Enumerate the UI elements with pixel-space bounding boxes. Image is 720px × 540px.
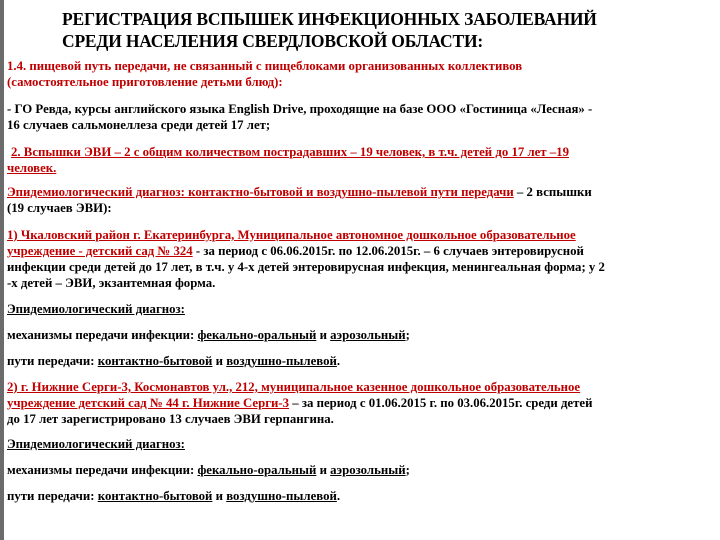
diag-2-mechanisms: механизмы передачи инфекции: фекально-оральный и аэрозольный;: [7, 463, 410, 477]
evi-paragraph: [7, 144, 715, 176]
case-1-line-2-red: учреждение - детский сад № 324: [7, 244, 193, 258]
diag-1-path-a: контактно-бытовой: [97, 354, 213, 368]
title-line-1: РЕГИСТРАЦИЯ ВСПЫШЕК ИНФЕКЦИОННЫХ ЗАБОЛЕВАНИЙ: [62, 9, 597, 29]
section-1-4-line-2: (самостоятельное приготовление детьми блюд):: [7, 75, 283, 89]
section-1-4-line-1: 1.4. пищевой путь передачи, не связанный с пищеблоками организованных коллективов: [7, 59, 523, 73]
epi-main-red: Эпидемиологический диагноз: контактно-бытовой и воздушно-пылевой пути передачи: [7, 185, 514, 199]
case-2-line-3: до 17 лет зарегистрировано 13 случаев ЭВИ герпангина.: [7, 412, 334, 426]
case-2-line-1: 2) г. Нижние Серги-3, Космонавтов ул., 212, муниципальное казенное дошкольное образовательное: [7, 380, 581, 394]
diag-2-mech-a: фекально-оральный: [197, 463, 317, 477]
case-1-line-4: -х детей – ЭВИ, экзантемная форма.: [7, 276, 216, 290]
epi-diagnosis-main: [7, 184, 715, 216]
epi-main-line-2: (19 случаев ЭВИ):: [7, 201, 112, 215]
diag-1-mech-a: фекально-оральный: [197, 328, 317, 342]
case-2-line-2-red: учреждение детский сад № 44 г. Нижние Серги-3: [7, 396, 290, 410]
case-1-paragraph: [7, 227, 715, 291]
diag-2-path-a: контактно-бытовой: [97, 489, 213, 503]
epi-main-tail: – 2 вспышки: [513, 185, 592, 199]
revda-line-1: - ГО Ревда, курсы английского языка English Drive, проходящие на базе ООО «Гостиница «Лесная» -: [7, 102, 593, 116]
case-1-line-3: инфекции среди детей до 17 лет, в т.ч. у 4-х детей энтеровирусная инфекция, менингеальная форма; у 2: [7, 260, 605, 274]
evi-line-2: человек.: [7, 161, 57, 175]
evi-line-1: 2. Вспышки ЭВИ – 2 с общим количеством пострадавших – 19 человек, в т.ч. детей до 17 лет –19: [11, 145, 569, 159]
revda-paragraph: [7, 101, 715, 133]
title-line-2: СРЕДИ НАСЕЛЕНИЯ СВЕРДЛОВСКОЙ ОБЛАСТИ:: [62, 31, 483, 51]
diag-2-paths: пути передачи: контактно-бытовой и воздушно-пылевой.: [7, 489, 341, 503]
diag-1-mechanisms: механизмы передачи инфекции: фекально-оральный и аэрозольный;: [7, 328, 410, 342]
diag-2-mech-b: аэрозольный: [330, 463, 406, 477]
section-1-4: [7, 58, 715, 90]
diag-1-mech-b: аэрозольный: [330, 328, 406, 342]
slide-title: [62, 8, 702, 52]
diag-1-heading: Эпидемиологический диагноз:: [7, 302, 185, 316]
revda-line-2: 16 случаев сальмонеллеза среди детей 17 лет;: [7, 118, 271, 132]
case-1-line-1: 1) Чкаловский район г. Екатеринбурга, Муниципальное автономное дошкольное образовательное: [7, 228, 576, 242]
left-accent-bar: [0, 0, 4, 540]
case-2-line-2-tail: – за период с 01.06.2015 г. по 03.06.2015г. среди детей: [289, 396, 593, 410]
case-1-line-2-tail: - за период с 06.06.2015г. по 12.06.2015г. – 6 случаев энтеровирусной: [192, 244, 584, 258]
diag-1-path-b: воздушно-пылевой: [226, 354, 337, 368]
diag-2-heading: Эпидемиологический диагноз:: [7, 437, 185, 451]
case-2-paragraph: [7, 379, 715, 427]
diag-1-paths: пути передачи: контактно-бытовой и воздушно-пылевой.: [7, 354, 341, 368]
diag-2-path-b: воздушно-пылевой: [226, 489, 337, 503]
